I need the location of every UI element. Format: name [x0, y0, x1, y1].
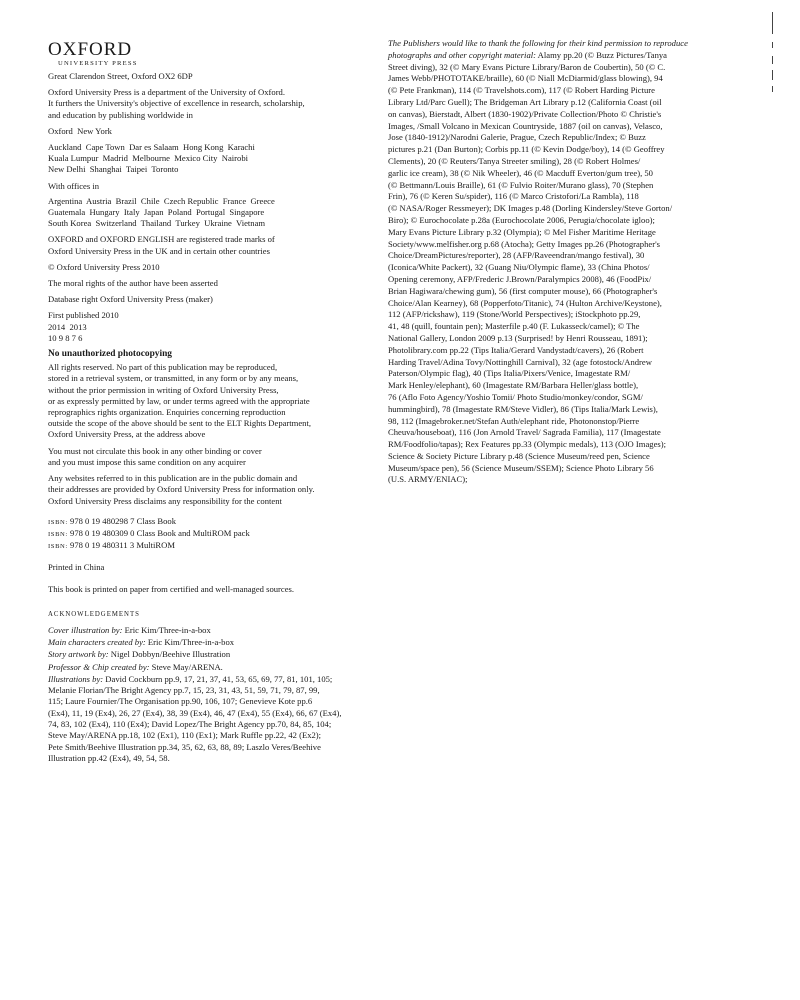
rights-line: stored in a retrieval system, or transmitted, in any form or by any means, [48, 373, 299, 384]
cities-line: New Delhi Shanghai Taipei Toronto [48, 164, 179, 175]
credits-intro-line: The Publishers would like to thank the following for their kind permission to reproduce [388, 38, 688, 48]
credit-line: Society/www.melfisher.org p.68 (Atocha); Getty Images pp.26 (Photographer's [388, 238, 660, 249]
isbn-title: Class Book [136, 515, 177, 526]
isbn-title: MultiROM [136, 540, 175, 551]
rights-line: Oxford University Press, at the address above [48, 429, 206, 440]
websites-notice [48, 473, 370, 507]
websites-line: Oxford University Press disclaims any responsibility for the content [48, 495, 282, 506]
isbn-label: ISBN: [48, 543, 68, 551]
description-line: Oxford University Press is a department of the University of Oxford. [48, 87, 285, 98]
cities-primary-line: Oxford New York [48, 125, 112, 136]
credit-line: Brian Hagiwara/chewing gum), 56 (first computer mouse), 66 (Photographer's [388, 285, 658, 296]
credit-line: Clements), 20 (© Reuters/Tanya Streeter smiling), 28 (© Robert Holmes/ [388, 155, 641, 166]
ack-value: Nigel Dobbyn/Beehive Illustration [108, 649, 231, 660]
cities-line: Auckland Cape Town Dar es Salaam Hong Kong Karachi [48, 142, 255, 153]
credit-line: Frin), 76 (© Keren Su/spider), 116 (© Marco Cristofori/La Rambla), 118 [388, 191, 639, 202]
margin-mark [772, 86, 773, 92]
credit-line: pictures p.21 (Dan Burton); Corbis pp.11 (© Kevin Dodge/boy), 14 (© Geoffrey [388, 144, 665, 155]
ack-line [48, 661, 370, 673]
description-line: It furthers the University's objective of excellence in research, scholarship, [48, 98, 305, 109]
credit-line: 76 (Aflo Foto Agency/Yoshio Tomii/ Photo Studio/monkey/condor, SGM/ [388, 391, 643, 402]
ack-label: Main characters created by: [48, 637, 146, 648]
websites-line: Any websites referred to in this publication are in the public domain and [48, 473, 298, 484]
isbn-row [48, 528, 370, 540]
illustrations-line [48, 674, 370, 685]
ack-label: Story artwork by: [48, 649, 109, 660]
isbn-label: ISBN: [48, 530, 68, 538]
rights-line: without the prior permission in writing of Oxford University Press, [48, 384, 279, 395]
illustrations-text: David Cockburn pp.9, 17, 21, 37, 41, 53, 65, 69, 77, 81, 101, 105; [103, 673, 333, 684]
credit-line: Science & Society Picture Library p.48 (Science Museum/reed pen, Science [388, 450, 650, 461]
trademark-line: OXFORD and OXFORD ENGLISH are registered trade marks of [48, 234, 275, 245]
illustrations-line: Pete Smith/Beehive Illustration pp.34, 35, 62, 63, 88, 89; Laszlo Veres/Beehive [48, 741, 321, 752]
offices-line: South Korea Switzerland Thailand Turkey Ukraine Vietnam [48, 218, 266, 229]
isbn-number: 978 0 19 480309 0 [70, 527, 135, 538]
isbn-number: 978 0 19 480311 3 [70, 540, 135, 551]
moral-rights-line: The moral rights of the author have been asserted [48, 278, 218, 289]
no-photocopy-heading: No unauthorized photocopying [48, 349, 172, 360]
websites-line: their addresses are provided by Oxford University Press for information only. [48, 484, 315, 495]
ack-value: Eric Kim/Three-in-a-box [122, 624, 211, 635]
credit-line: Museum/space pen), 56 (Science Museum/SSEM); Science Photo Library 56 [388, 462, 654, 473]
margin-mark [772, 12, 773, 34]
credit-line: RM/Foodfolio/tapas); Rex Features pp.33 (Olympic medals), 113 (OJO Images); [388, 439, 666, 450]
illustrations-line: 74, 83, 102 (Ex4), 110 (Ex4); David Lopez/The Bright Agency pp.70, 84, 85, 104; [48, 718, 332, 729]
rights-notice [48, 362, 370, 440]
ack-line [48, 648, 370, 660]
logo-subtitle: UNIVERSITY PRESS [58, 60, 138, 67]
isbn-title: Class Book and MultiROM pack [136, 527, 250, 538]
credit-line: (© NASA/Roger Ressmeyer); DK Images p.48 (Dorling Kindersley/Steve Gorton/ [388, 203, 673, 214]
credit-line: Opening ceremony, AFP/Frederic J.Brown/Paralympics 2008), 46 (FoodPix/ [388, 273, 652, 284]
publication-history [48, 310, 370, 344]
credit-line: Jose (1840-1912)/Narodni Galerie, Prague, Czech Republic/Index; © Buzz [388, 132, 646, 143]
circulate-line: You must not circulate this book in any other binding or cover [48, 445, 262, 456]
isbn-list [48, 516, 370, 553]
credit-line: (Iconica/White Packert), 32 (Guang Niu/Olympic flame), 33 (China Photos/ [388, 262, 650, 273]
illustrations-line: Steve May/ARENA pp.18, 102 (Ex1), 110 (Ex1); Mark Ruffle pp.22, 42 (Ex2); [48, 730, 322, 741]
credit-line: Cheuva/houseboat), 116 (Jon Arnold Travel/ Sagrada Familia), 117 (Imagestate [388, 427, 661, 438]
cities-primary [48, 126, 370, 137]
isbn-number: 978 0 19 480298 7 [70, 515, 135, 526]
rights-line: outside the scope of the above should be sent to the ELT Rights Department, [48, 418, 312, 429]
illustrations-line: 115; Laure Fournier/The Organisation pp.90, 106, 107; Genevieve Kote pp.6 [48, 696, 313, 707]
copyright-line: © Oxford University Press 2010 [48, 261, 160, 272]
credit-line: Paterson/Olympic flag), 40 (Tips Italia/Pixers/Venice, Imagestate RM/ [388, 368, 631, 379]
margin-mark [772, 56, 773, 64]
ack-label: Professor & Chip created by: [48, 661, 150, 672]
rights-line: All rights reserved. No part of this publication may be reproduced, [48, 362, 278, 373]
right-column [388, 38, 718, 486]
credit-line: Mary Evans Picture Library p.32 (Olympia); © Mel Fisher Maritime Heritage [388, 226, 656, 237]
credit-line: garlic ice cream), 38 (© Nik Wheeler), 46 (© Macduff Everton/gum tree), 50 [388, 167, 653, 178]
database-right-line: Database right Oxford University Press (maker) [48, 294, 213, 305]
photo-credits [388, 38, 718, 486]
offices-line: Argentina Austria Brazil Chile Czech Republic France Greece [48, 195, 275, 206]
credit-line: James Webb/PHOTOTAKE/braille), 60 (© Niall McDiarmid/glass blowing), 94 [388, 73, 663, 84]
credit-line: Street diving), 32 (© Mary Evans Picture Library/Baron de Coubertin), 50 (© C. [388, 61, 666, 72]
credit-line: 112 (AFP/rickshaw), 119 (Stone/World Perspectives); iStockphoto pp.29, [388, 309, 641, 320]
printed-in: Printed in China [48, 562, 105, 573]
credit-line: (© Bettmann/Louis Braille), 61 (© Fulvio Roiter/Murano glass), 70 (Stephen [388, 179, 654, 190]
acknowledgements-title: ACKNOWLEDGEMENTS [48, 610, 140, 618]
logo-name: OXFORD [48, 39, 133, 60]
cities-line: Kuala Lumpur Madrid Melbourne Mexico City Nairobi [48, 153, 249, 164]
offices-line: Guatemala Hungary Italy Japan Poland Portugal Singapore [48, 207, 265, 218]
rights-line: reprographics rights organization. Enquiries concerning reproduction [48, 407, 286, 418]
credit-line: (U.S. ARMY/ENIAC); [388, 474, 468, 485]
credit-line: (© Pete Frankman), 114 (© Travelshots.com), 117 (© Robert Harding Picture [388, 85, 655, 96]
ack-value: Steve May/ARENA. [149, 661, 223, 672]
illustrations-line: Melanie Florian/The Bright Agency pp.7, 15, 23, 31, 43, 51, 59, 71, 79, 87, 99, [48, 685, 320, 696]
credit-line: Harding Travel/Adina Tovy/Nottinghill Carnival), 32 (age fotostock/Andrew [388, 356, 652, 367]
isbn-row [48, 516, 370, 528]
ack-line [48, 624, 370, 636]
offices-label: With offices in [48, 180, 100, 191]
illustrations-line: (Ex4), 11, 19 (Ex4), 26, 27 (Ex4), 38, 39 (Ex4), 46, 47 (Ex4), 55 (Ex4), 66, 67 (Ex4), [48, 707, 342, 718]
credit-line: Library Ltd/Parc Guell); The Bridgeman Art Library p.12 (California Coast (oil [388, 96, 662, 107]
cities-list [48, 142, 370, 176]
offices-list [48, 196, 370, 230]
isbn-row [48, 540, 370, 552]
margin-mark [772, 70, 773, 80]
reprint-numbers-line: 10 9 8 7 6 [48, 332, 83, 343]
illustrations-label: Illustrations by: [48, 673, 104, 684]
paper-note: This book is printed on paper from certified and well-managed sources. [48, 583, 295, 594]
description-line: and education by publishing worldwide in [48, 109, 193, 120]
credit-line: Choice/Alan Kearney), 68 (Popperfoto/Titanic), 74 (Hulton Archive/Keystone), [388, 297, 662, 308]
trademark-line: Oxford University Press in the UK and in certain other countries [48, 245, 270, 256]
publisher-logo [48, 40, 370, 68]
illustrations-credits [48, 674, 370, 764]
credits-intro-text: photographs and other copyright material: [388, 49, 536, 60]
first-published-line: First published 2010 [48, 310, 119, 321]
circulate-notice [48, 446, 370, 468]
credit-line: Images, /Small Volcano in Mexican Countryside, 1887 (oil on canvas), Velasco, [388, 120, 663, 131]
credits-intro-tail: Alamy pp.20 (© Buzz Pictures/Tanya [536, 49, 667, 60]
margin-mark [772, 42, 773, 48]
circulate-line: and you must impose this same condition on any acquirer [48, 456, 246, 467]
credit-line: 41, 48 (quill, fountain pen); Masterfile p.40 (F. Lukasseck/camel); © The [388, 321, 640, 332]
credit-line: hummingbird), 78 (Imagestate RM/Steve Vidler), 86 (Tips Italia/Mark Lewis), [388, 403, 658, 414]
credit-line: 98, 112 (Imagebroker.net/Stefan Auth/elephant ride, Photononstop/Pierre [388, 415, 640, 426]
publisher-address: Great Clarendon Street, Oxford OX2 6DP [48, 71, 193, 81]
illustrations-line: Illustration pp.42 (Ex4), 49, 54, 58. [48, 752, 170, 763]
credit-line: Biro); © Eurochocolate p.28a (Eurochocolate 2006, Perugia/chocolate igloo); [388, 214, 655, 225]
credit-lines [388, 62, 718, 487]
ack-value: Eric Kim/Three-in-a-box [145, 637, 235, 648]
credit-line: on canvas), Bierstadt, Albert (1830-1902)/Private Collection/Photo © Christie's [388, 108, 662, 119]
trademark-notice [48, 234, 370, 256]
margin-marks [764, 12, 782, 102]
isbn-label: ISBN: [48, 518, 68, 526]
credit-line: National Gallery, London 2009 p.13 (Surprised! by Henri Rousseau, 1891); [388, 332, 648, 343]
ack-label: Cover illustration by: [48, 624, 123, 635]
credits-intro-line [388, 50, 718, 62]
credit-line: Photolibrary.com pp.22 (Tips Italia/Gerard Vandystadt/cavers), 26 (Robert [388, 344, 644, 355]
credit-line: Mark Henley/elephant), 60 (Imagestate RM/Barbara Heller/glass bottle), [388, 380, 639, 391]
rights-line: or as expressly permitted by law, or under terms agreed with the appropriate [48, 395, 310, 406]
reprint-years-line: 2014 2013 [48, 321, 87, 332]
publisher-description [48, 87, 370, 121]
left-column [48, 38, 370, 764]
ack-line [48, 636, 370, 648]
credit-line: Choice/DreamPictures/reporter), 28 (AFP/Raveendran/mango festival), 30 [388, 250, 645, 261]
acknowledgements-list [48, 624, 370, 673]
